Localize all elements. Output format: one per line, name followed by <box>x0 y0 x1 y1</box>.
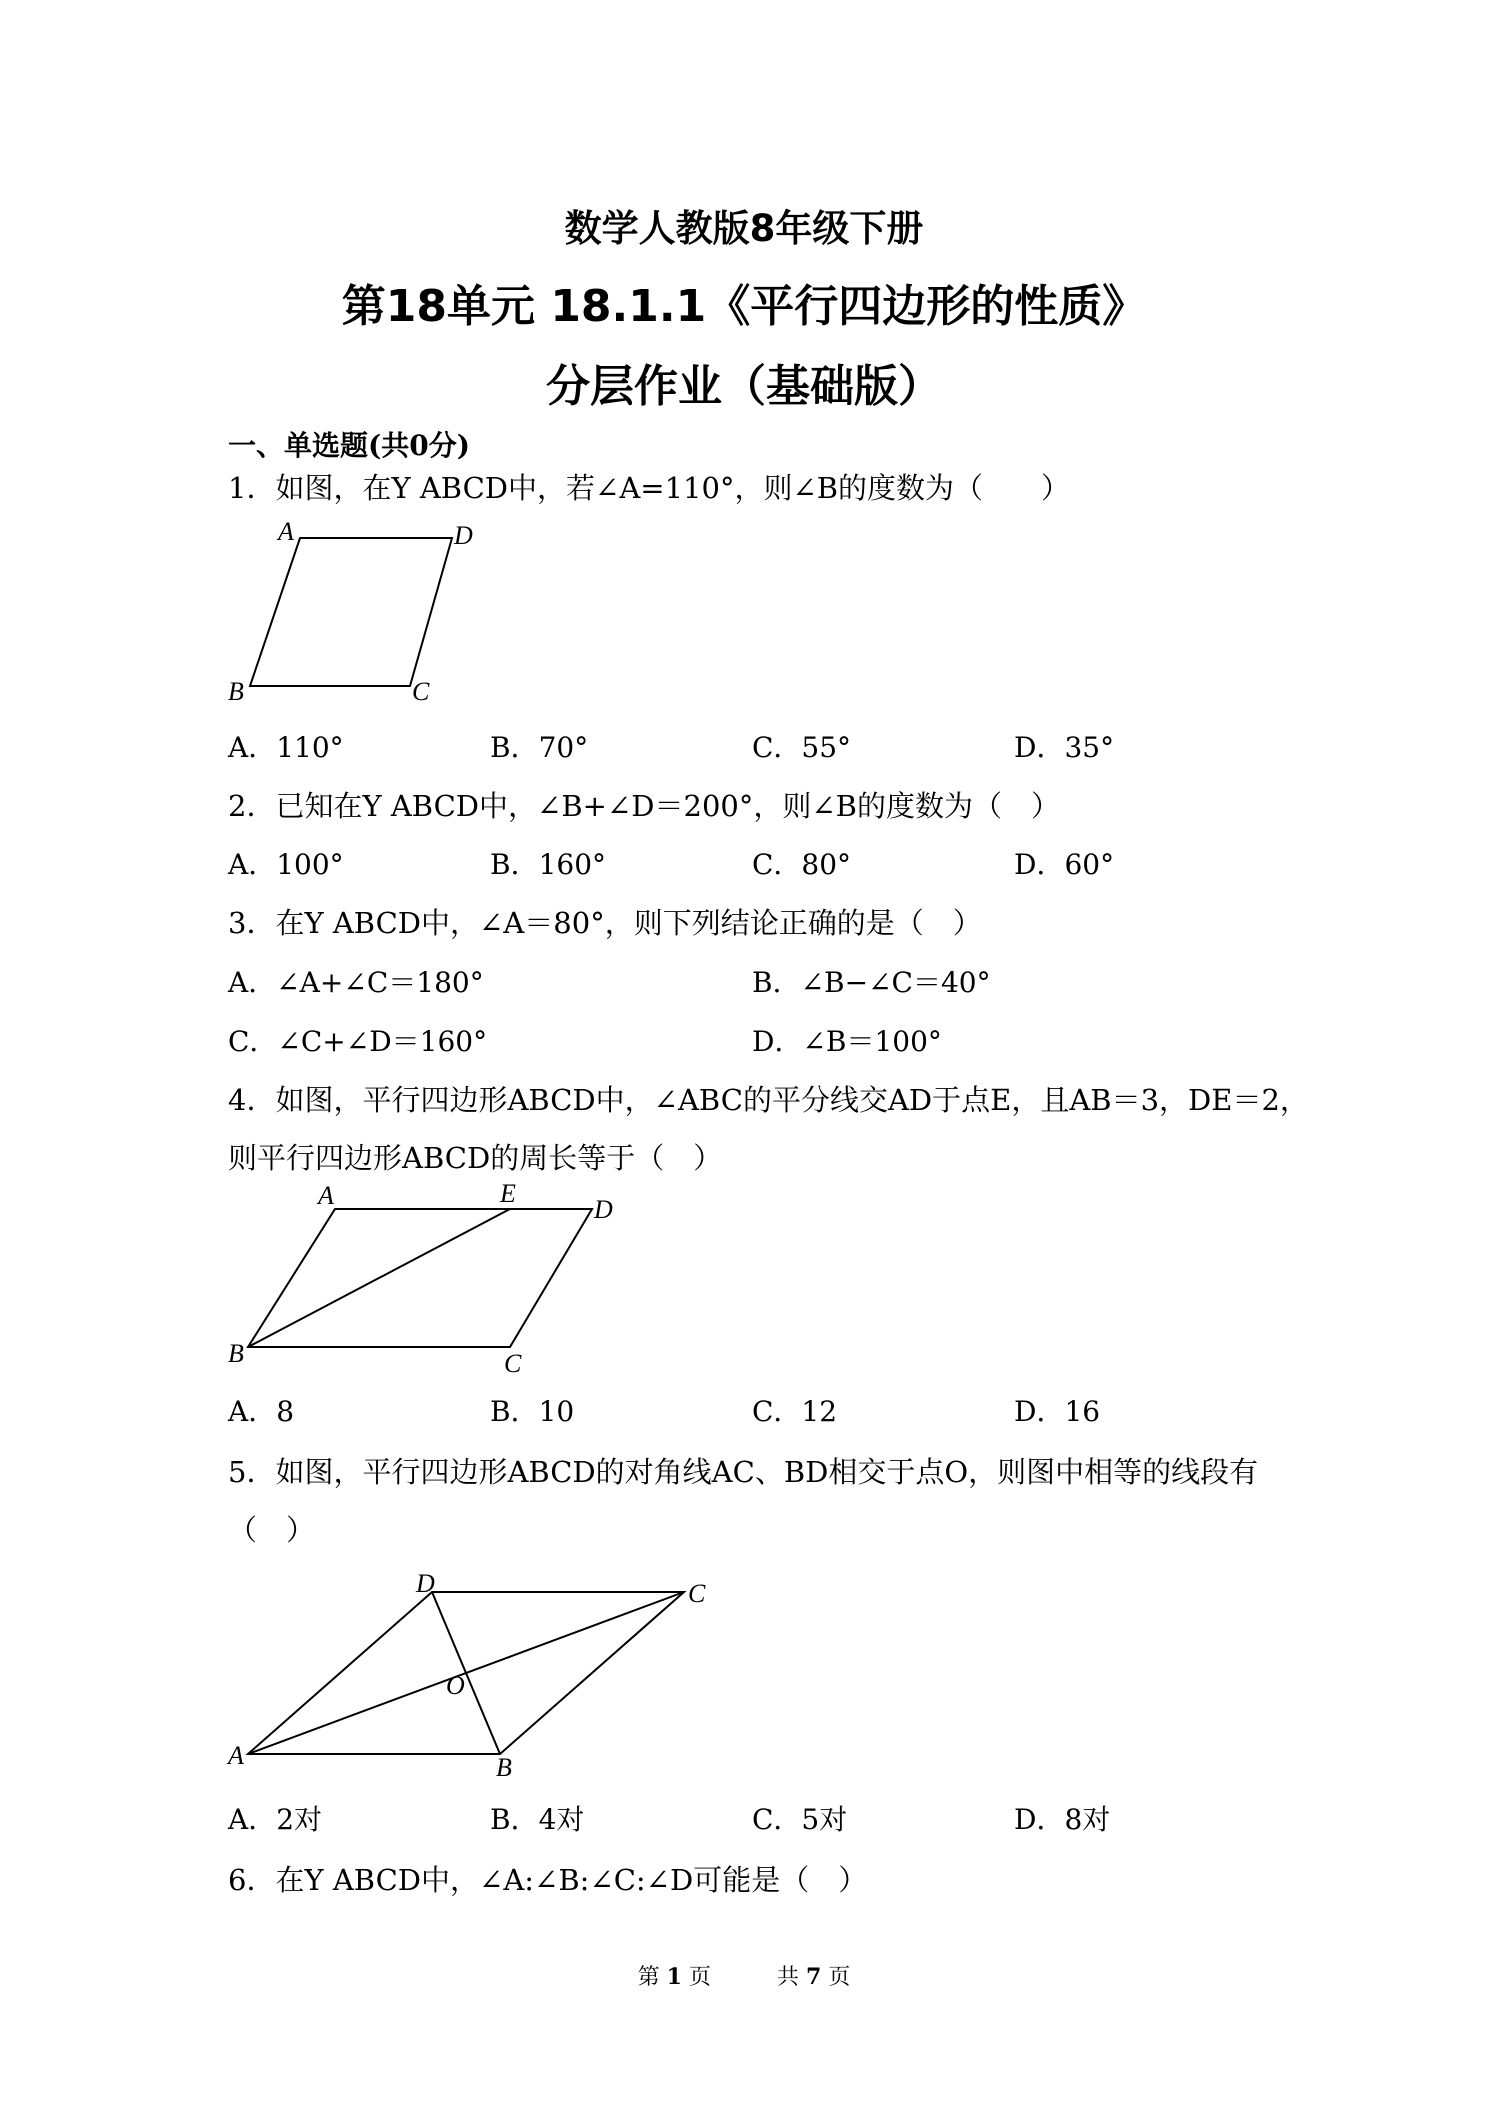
figure-label: A <box>278 520 294 546</box>
question-4-option-c[interactable]: C．12 <box>752 1395 838 1428</box>
figure-label: D <box>454 521 473 550</box>
question-5-figure <box>220 1570 720 1780</box>
footer-prefix: 第 <box>637 1965 660 1990</box>
figure-label: O <box>446 1671 465 1700</box>
figure-label: E <box>500 1180 516 1208</box>
figure-label: C <box>412 677 430 705</box>
page-footer <box>0 1960 1488 1991</box>
question-3-option-d[interactable]: D．∠B＝100° <box>752 1025 942 1058</box>
figure-label: B <box>496 1753 512 1780</box>
question-1-option-d[interactable]: D．35° <box>1014 731 1115 764</box>
question-4-option-a[interactable]: A．8 <box>228 1395 295 1428</box>
question-1-stem: 1．如图，在Y ABCD中，若∠A=110°，则∠B的度数为（ ） <box>228 471 1071 505</box>
question-2-option-c[interactable]: C．80° <box>752 848 852 881</box>
parallelogram-abcd <box>248 1209 592 1347</box>
figure-label: C <box>688 1579 706 1608</box>
question-2-stem: 2．已知在Y ABCD中，∠B+∠D＝200°，则∠B的度数为（ ） <box>228 789 1060 823</box>
footer-total-pages: 7 <box>806 1964 822 1990</box>
question-4-option-d[interactable]: D．16 <box>1014 1395 1101 1428</box>
question-1-option-c[interactable]: C．55° <box>752 731 852 764</box>
footer-suffix: 页 <box>828 1965 851 1990</box>
figure-label: C <box>504 1349 522 1378</box>
question-5-stem-line1: 5．如图，平行四边形ABCD的对角线AC、BD相交于点O，则图中相等的线段有 <box>228 1455 1259 1489</box>
footer-page-number: 1 <box>666 1964 682 1990</box>
diagonal-bd <box>432 1592 500 1754</box>
question-2-option-a[interactable]: A．100° <box>228 848 344 881</box>
question-3-option-a[interactable]: A．∠A+∠C＝180° <box>228 966 484 999</box>
footer-mid: 页 共 <box>688 1965 799 1990</box>
figure-label: B <box>228 1339 244 1368</box>
question-5-stem-line2: （ ） <box>228 1513 316 1547</box>
question-3-option-c[interactable]: C．∠C+∠D＝160° <box>228 1025 488 1058</box>
figure-label: D <box>416 1570 435 1598</box>
question-4-stem-line2: 则平行四边形ABCD的周长等于（ ） <box>228 1141 723 1175</box>
question-6-stem: 6．在Y ABCD中，∠A:∠B:∠C:∠D可能是（ ） <box>228 1863 868 1897</box>
question-4-figure <box>220 1180 640 1380</box>
question-1-option-b[interactable]: B．70° <box>490 731 589 764</box>
question-5-option-c[interactable]: C．5对 <box>752 1803 848 1836</box>
question-1-figure <box>220 520 500 705</box>
question-4-option-b[interactable]: B．10 <box>490 1395 575 1428</box>
figure-label: D <box>594 1195 613 1224</box>
question-1-option-a[interactable]: A．110° <box>228 731 344 764</box>
section-heading: 一、单选题(共0分) <box>228 429 470 462</box>
question-3-stem: 3．在Y ABCD中，∠A＝80°，则下列结论正确的是（ ） <box>228 906 982 940</box>
question-2-option-d[interactable]: D．60° <box>1014 848 1115 881</box>
question-5-option-b[interactable]: B．4对 <box>490 1803 585 1836</box>
question-4-stem-line1: 4．如图，平行四边形ABCD中，∠ABC的平分线交AD于点E，且AB＝3，DE＝2， <box>228 1083 1309 1117</box>
figure-label: A <box>228 1741 244 1770</box>
document-title-line3: 分层作业（基础版） <box>546 361 942 412</box>
figure-label: B <box>228 677 244 705</box>
question-5-option-d[interactable]: D．8对 <box>1014 1803 1111 1836</box>
question-5-option-a[interactable]: A．2对 <box>228 1803 323 1836</box>
angle-bisector-be <box>248 1209 510 1347</box>
question-2-option-b[interactable]: B．160° <box>490 848 607 881</box>
document-title-line2: 第18单元 18.1.1《平行四边形的性质》 <box>341 281 1147 332</box>
figure-label: A <box>318 1181 334 1210</box>
document-title-line1: 数学人教版8年级下册 <box>564 207 924 250</box>
question-3-option-b[interactable]: B．∠B−∠C＝40° <box>752 966 991 999</box>
parallelogram-abcd <box>250 538 452 686</box>
